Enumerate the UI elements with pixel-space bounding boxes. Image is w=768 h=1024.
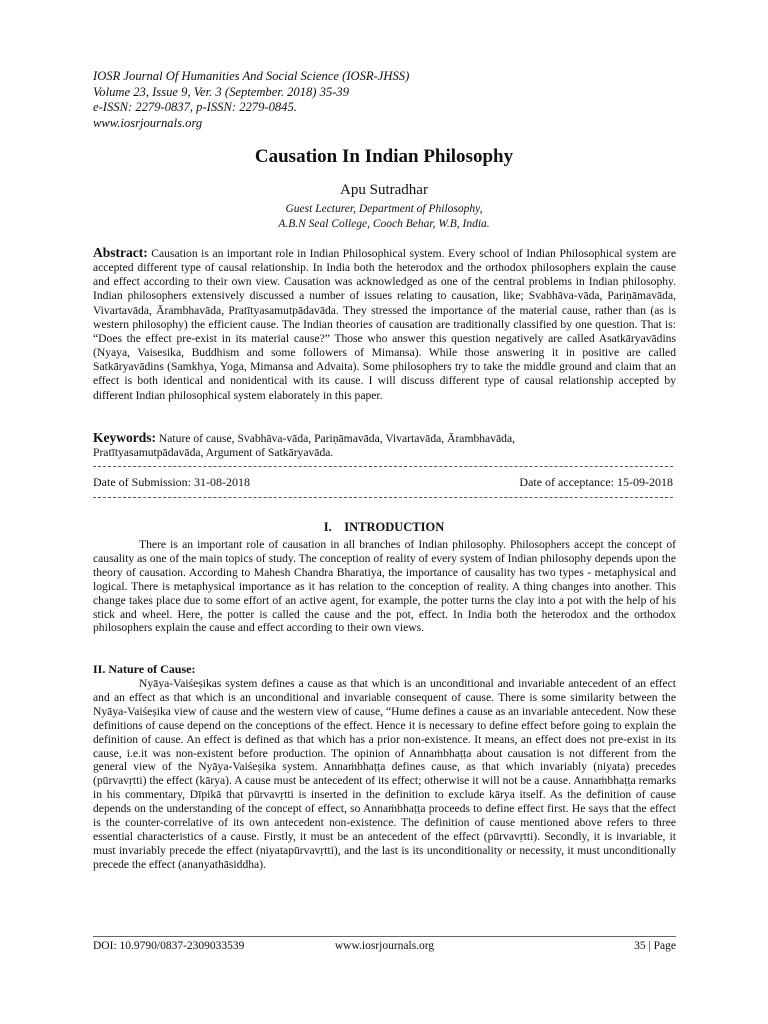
footer-doi: DOI: 10.9790/0837-2309033539 [93, 940, 245, 952]
abstract-label: Abstract: [93, 245, 148, 260]
footer-website[interactable]: www.iosrjournals.org [334, 940, 435, 952]
journal-header [93, 69, 409, 132]
introduction-paragraph: There is an important role of causation in all branches of Indian philosophy. Philosophers accept the concept of causality as one of the main topics of study. The conception of reality of every system of Indian philosophy depends upon the theory of causation. According to Mahesh Chandra Bharatiya, the importance of causality has two types - metaphysical and logical. There is metaphysical importance as it has relation to the conception of reality. A thing changes into another. This change takes place due to some effort of an active agent, for example, the potter turns the clay into a pot with the help of his stick and wheel. Here, the potter is called the cause and the pot, effect. In India both the heterodox and the orthodox philosophers explain the cause and effect according to their own views. [93, 538, 676, 635]
keywords-label: Keywords: [93, 430, 156, 445]
acceptance-date: Date of acceptance: 15-09-2018 [519, 475, 673, 489]
affiliation-line-2: A.B.N Seal College, Cooch Behar, W.B, India. [278, 217, 490, 230]
footer-rule [93, 936, 676, 937]
journal-name: IOSR Journal Of Humanities And Social Science (IOSR-JHSS) [93, 69, 410, 83]
nature-of-cause-paragraph: Nyāya-Vaiśeṣikas system defines a cause as that which is an unconditional and invariable antecedent of an effect and an effect as that which is an unconditional and invariable consequent of cause. There is some similarity between the Nyāya-Vaiśeṣika view of cause and the western view of cause, “Hume defines a cause as an invariable antecedent. Now these definitions of cause depend on the conceptions of the effect. Hence it is necessary to define effect before going to explain the definition of cause. An effect is defined as that which has a prior non-existence. It means, an effect does not pre-exist in its cause, i.e.it was non-existent before production. The opinion of Annaṁbhaṭṭa about causation is not different from the general view of the Nyāya-Vaiśeṣika system. Annaṁbhaṭṭa defines cause, as that which invariably (niyata) precedes (pūrvavṛtti) the effect (kārya). A cause must be antecedent of its effect; otherwise it will not be a cause. Annaṁbhaṭṭa remarks in his commentary, Dīpikā that pūrvavṛtti is inserted in the definition to exclude kārya itself. As the definition of cause depends on the understanding of the concept of effect, so Annaṁbhaṭṭa proceeds to define effect first. He says that the effect is the counter-correlative of its own antecedent non-existence. The definition of cause mentioned above refers to three essential characteristics of a cause. Firstly, it must be an antecedent of the effect (pūrvavṛtti). Secondly, it is invariable, it must invariably precede the effect (niyatapūrvavṛtti), and the last is its unconditionality or necessity, it must unconditionally precede the effect (ananyathāsiddha). [93, 677, 676, 871]
dates-row [93, 475, 673, 490]
page-footer [93, 940, 676, 952]
paper-title: Causation In Indian Philosophy [254, 146, 514, 167]
keywords-line-1: Nature of cause, Svabhāva-vāda, Pariṇāmavāda, Vivartavāda, Ārambhavāda, [158, 432, 515, 445]
journal-issn: e-ISSN: 2279-0837, p-ISSN: 2279-0845. [93, 100, 297, 115]
journal-website[interactable]: www.iosrjournals.org [93, 116, 203, 131]
introduction-body [93, 538, 676, 635]
section-heading-introduction: I. INTRODUCTION [323, 520, 445, 534]
journal-volume: Volume 23, Issue 9, Ver. 3 (September. 2018) 35-39 [93, 84, 350, 99]
author-affiliation [0, 202, 768, 231]
submission-date: Date of Submission: 31-08-2018 [93, 475, 250, 489]
footer-page-number: 35 | Page [634, 940, 676, 952]
section-heading-nature-of-cause: II. Nature of Cause: [93, 662, 196, 676]
divider-bottom [93, 497, 673, 498]
divider-top [93, 466, 673, 467]
abstract-text: Causation is an important role in Indian Philosophical system. Every school of Indian Philosophical system are accepted different type of causal relationship. In India both the heterodox and the orthodox philosophers explain the cause and effect according to their own view. Causation was acknowledged as one of the central problems in Indian philosophy. Indian philosophers extensively discussed a number of issues relating to causation, like; Svabhāva-vāda, Pariṇāmavāda, Vivartavāda, Ārambhavāda, Pratītyasamutpādavāda. They stressed the importance of the material cause, rather than (as is western philosophy) the efficient cause. The Indian theories of causation are traditionally classified by one question. That is: “Does the effect pre-exist in its material cause?” Those who answer this question negatively are called Asatkāryavādins (Nyaya, Vaisesika, Buddhism and some followers of Mimansa). While those answering it in positive are called Satkāryavādins (Samkhya, Yoga, Mimansa and Advaita). Some philosophers try to take the middle ground and claim that an effect is both identical and nonidentical with its cause. I will discuss different type of causal relationship accepted by different Indian philosophical system elaborately in this paper. [93, 247, 676, 402]
nature-of-cause-body [93, 677, 676, 872]
abstract [93, 246, 676, 403]
affiliation-line-1: Guest Lecturer, Department of Philosophy, [285, 203, 483, 215]
author-name: Apu Sutradhar [340, 182, 428, 198]
keywords-line-2: Pratītyasamutpādavāda, Argument of Satkāryavāda. [93, 446, 334, 459]
keywords [93, 431, 676, 460]
